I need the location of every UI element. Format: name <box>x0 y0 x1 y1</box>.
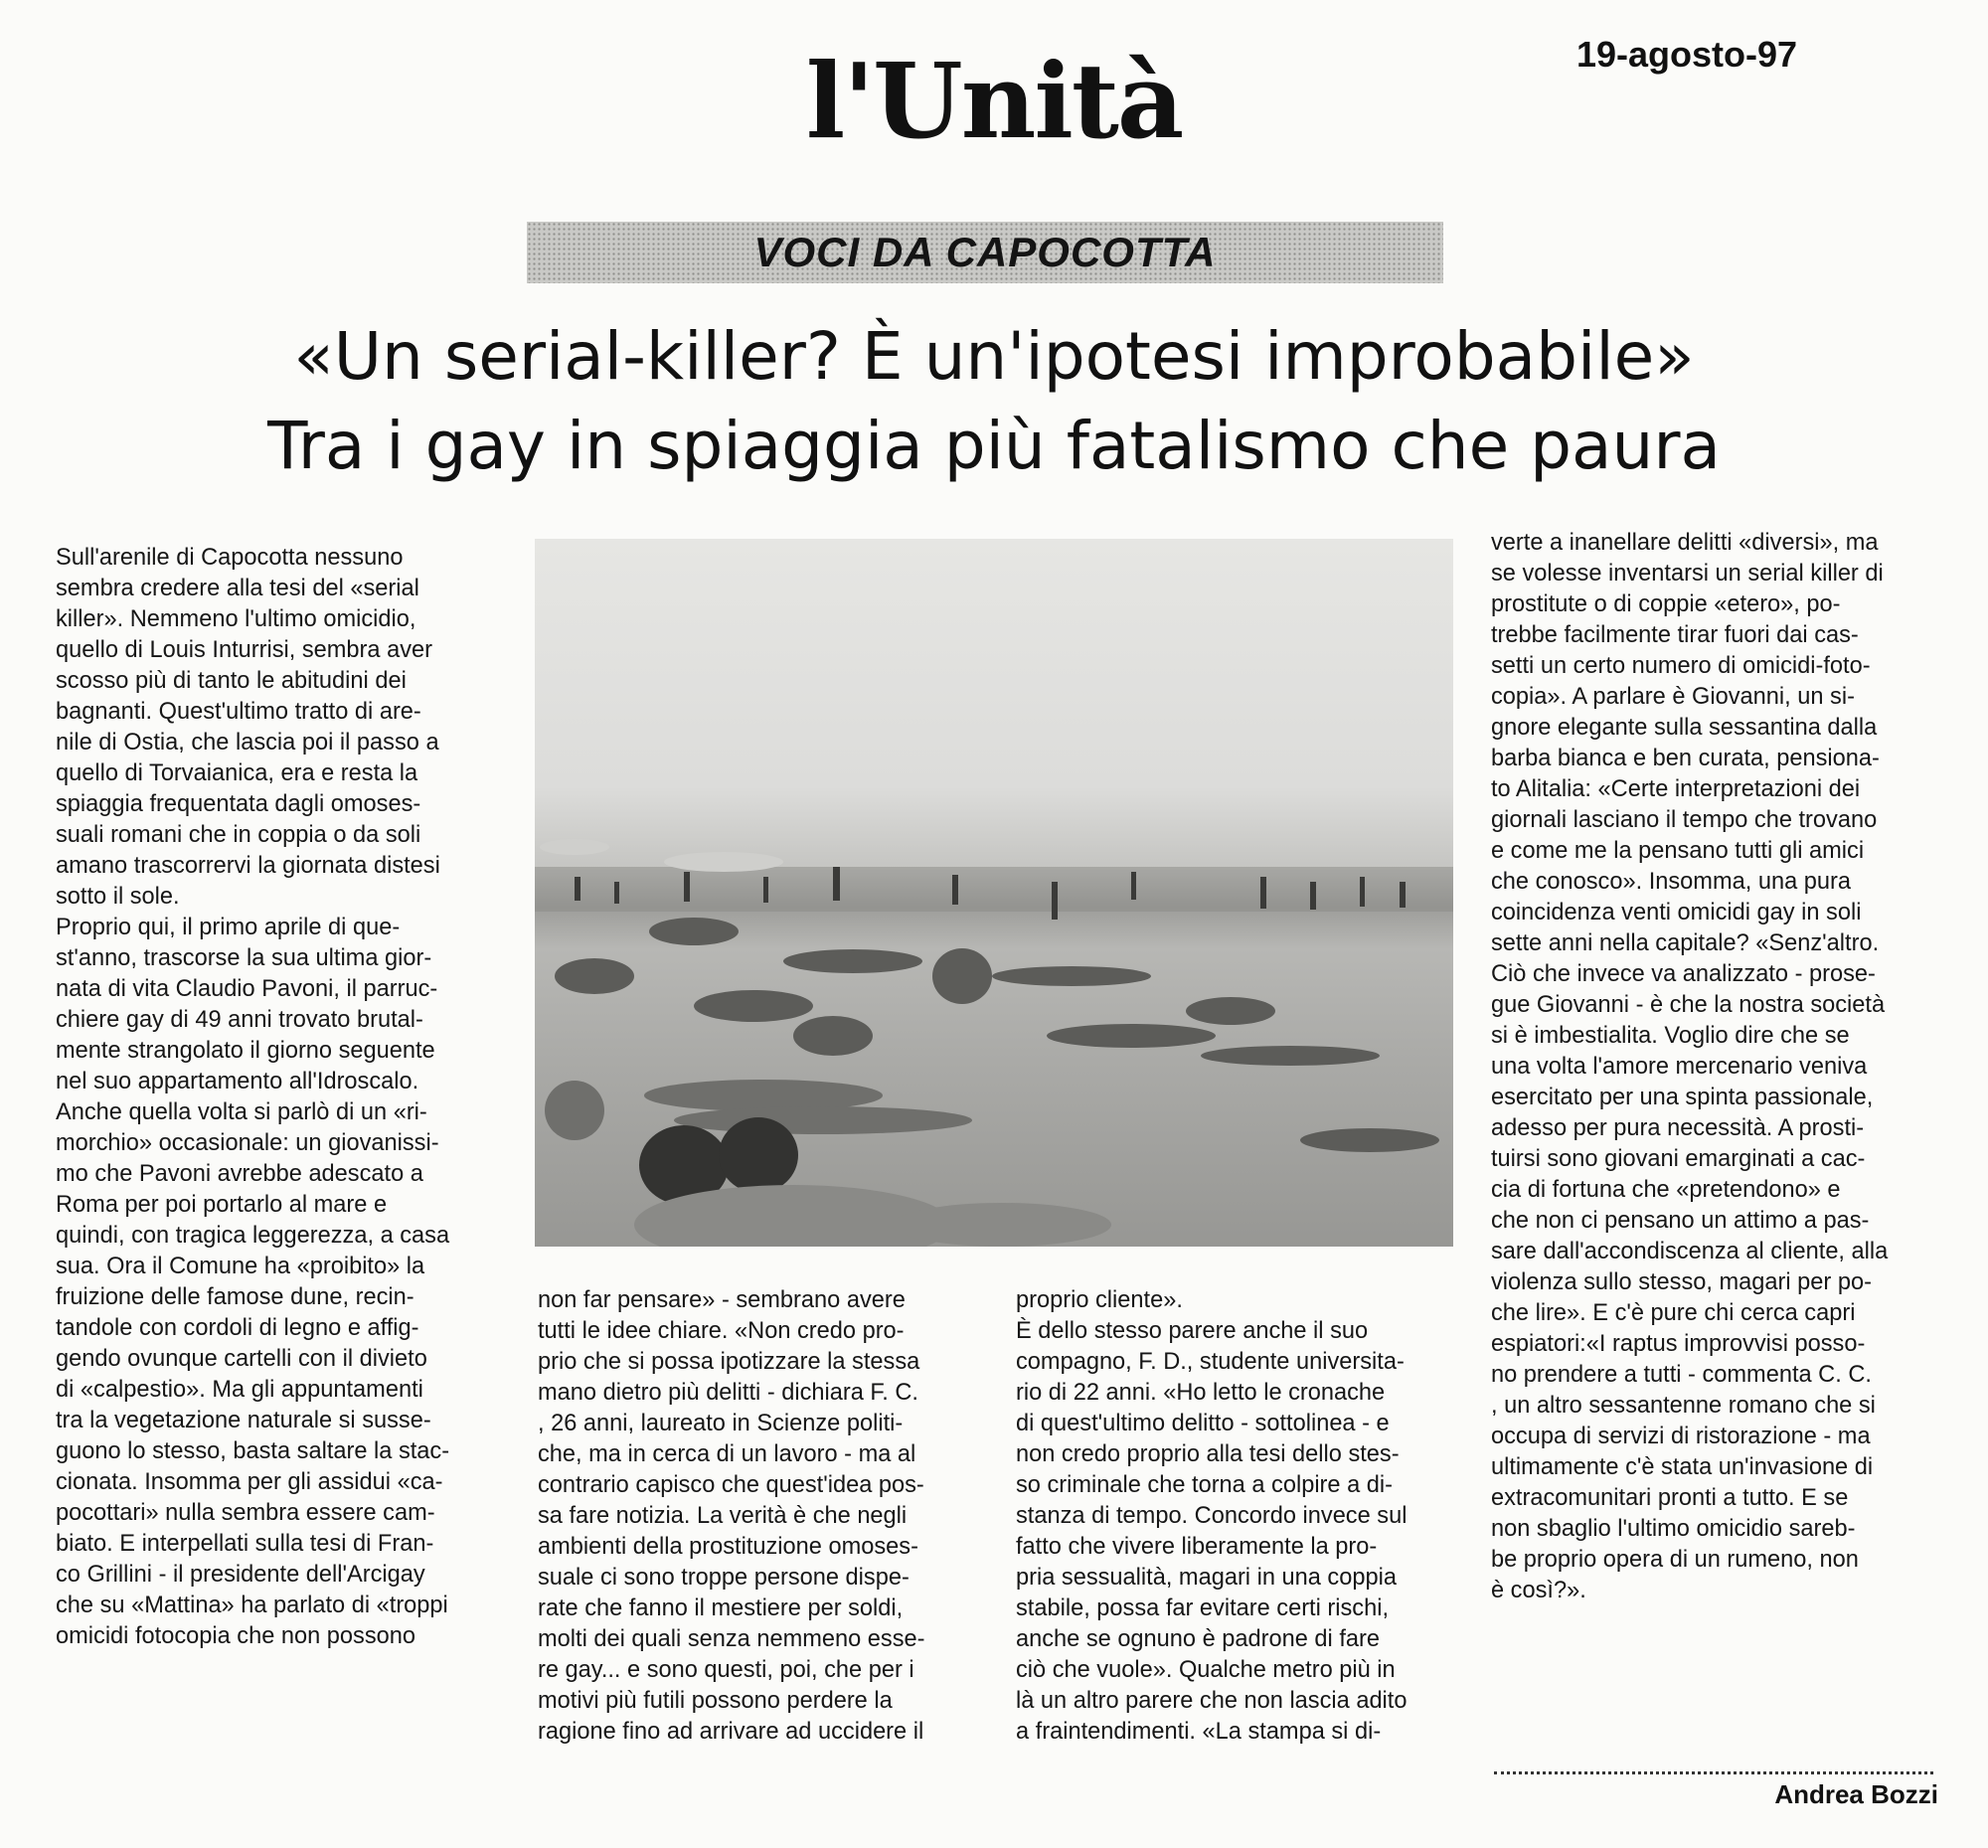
article-line: è così?». <box>1491 1578 1586 1603</box>
article-line: quello di Louis Inturrisi, sembra aver <box>56 637 432 663</box>
article-line: fruizione delle famose dune, recin- <box>56 1284 414 1310</box>
article-line: guono lo stesso, basta saltare la stac- <box>56 1438 450 1464</box>
article-line: sare dall'accondiscenza al cliente, alla <box>1491 1239 1889 1264</box>
article-line: bagnanti. Quest'ultimo tratto di are- <box>56 699 421 725</box>
article-line: scosso più di tanto le abitudini dei <box>56 668 407 694</box>
article-line: sembra credere alla tesi del «serial <box>56 576 419 601</box>
article-line: coincidenza venti omicidi gay in soli <box>1491 900 1862 925</box>
article-line: che non ci pensano un attimo a pas- <box>1491 1208 1870 1234</box>
article-line: che, ma in cerca di un lavoro - ma al <box>538 1441 916 1467</box>
article-line: motivi più futili possono perdere la <box>538 1688 893 1714</box>
article-line: tuirsi sono giovani emarginati a cac- <box>1491 1146 1866 1172</box>
article-line: Ciò che invece va analizzato - prose- <box>1491 961 1876 987</box>
article-line: nata di vita Claudio Pavoni, il parruc- <box>56 976 438 1002</box>
article-column-4 <box>1491 528 1936 1606</box>
article-line: ultimamente c'è stata un'invasione di <box>1491 1454 1874 1480</box>
article-line: contrario capisco che quest'idea pos- <box>538 1472 924 1498</box>
article-line: là un altro parere che non lascia adito <box>1016 1688 1408 1714</box>
article-line: tutti le idee chiare. «Non credo pro- <box>538 1318 905 1344</box>
article-line: tandole con cordoli di legno e affig- <box>56 1315 419 1341</box>
article-line: Proprio qui, il primo aprile di que- <box>56 915 401 940</box>
article-line: una volta l'amore mercenario veniva <box>1491 1054 1868 1080</box>
article-line: Sull'arenile di Capocotta nessuno <box>56 545 404 571</box>
section-kicker-band <box>527 222 1443 283</box>
article-line: amano trascorrervi la giornata distesi <box>56 853 440 879</box>
article-line: re gay... e sono questi, poi, che per i <box>538 1657 914 1683</box>
article-column-1 <box>56 543 493 1652</box>
masthead: l'Unità <box>805 40 1183 162</box>
article-line: si è imbestialita. Voglio dire che se <box>1491 1023 1850 1049</box>
article-line: ciò che vuole». Qualche metro più in <box>1016 1657 1396 1683</box>
article-line: adesso per pura necessità. A prosti- <box>1491 1115 1865 1141</box>
headline-line-2: Tra i gay in spiaggia più fatalismo che paura <box>267 408 1721 484</box>
article-line: compagno, F. D., studente universita- <box>1016 1349 1405 1375</box>
section-kicker: VOCI DA CAPOCOTTA <box>753 229 1217 275</box>
article-line: prostitute o di coppie «etero», po- <box>1491 591 1841 617</box>
article-line: spiaggia frequentata dagli omoses- <box>56 791 421 817</box>
byline: Andrea Bozzi <box>1774 1779 1938 1809</box>
article-line: suale ci sono troppe persone dispe- <box>538 1565 910 1591</box>
article-line: sotto il sole. <box>56 884 180 910</box>
article-line: suali romani che in coppia o da soli <box>56 822 421 848</box>
article-line: Roma per poi portarlo al mare e <box>56 1192 388 1218</box>
article-line: cia di fortuna che «pretendono» e <box>1491 1177 1841 1203</box>
article-column-3 <box>1016 1285 1461 1748</box>
article-line: chiere gay di 49 anni trovato brutal- <box>56 1007 423 1033</box>
headline-line-1: «Un serial-killer? È un'ipotesi improbabile» <box>293 318 1695 395</box>
article-line: giornali lasciano il tempo che trovano <box>1491 807 1878 833</box>
article-line: pocottari» nulla sembra essere cam- <box>56 1500 435 1526</box>
article-line: omicidi fotocopia che non possono <box>56 1623 416 1649</box>
article-line: È dello stesso parere anche il suo <box>1016 1318 1369 1344</box>
article-line: e come me la pensano tutti gli amici <box>1491 838 1865 864</box>
article-line: di quest'ultimo delitto - sottolinea - e <box>1016 1411 1390 1436</box>
article-line: espiatori:«I raptus improvvisi posso- <box>1491 1331 1866 1357</box>
article-line: esercitato per una spinta passionale, <box>1491 1085 1874 1110</box>
article-line: killer». Nemmeno l'ultimo omicidio, <box>56 606 416 632</box>
article-line: cionata. Insomma per gli assidui «ca- <box>56 1469 443 1495</box>
article-line: be proprio opera di un rumeno, non <box>1491 1547 1859 1573</box>
article-line: violenza sullo stesso, magari per po- <box>1491 1269 1872 1295</box>
article-line: occupa di servizi di ristorazione - ma <box>1491 1424 1871 1449</box>
article-line: barba bianca e ben curata, pensiona- <box>1491 746 1880 771</box>
article-line: quello di Torvaianica, era e resta la <box>56 760 418 786</box>
article-line: ragione fino ad arrivare ad uccidere il <box>538 1719 924 1745</box>
article-line: no prendere a tutti - commenta C. C. <box>1491 1362 1872 1388</box>
article-line: nile di Ostia, che lascia poi il passo a <box>56 730 439 756</box>
article-line: sua. Ora il Comune ha «proibito» la <box>56 1254 425 1279</box>
article-line: co Grillini - il presidente dell'Arcigay <box>56 1562 425 1588</box>
article-line: pria sessualità, magari in una coppia <box>1016 1565 1397 1591</box>
article-line: non far pensare» - sembrano avere <box>538 1287 906 1313</box>
article-line: stabile, possa far evitare certi rischi, <box>1016 1596 1390 1621</box>
article-line: , 26 anni, laureato in Scienze politi- <box>538 1411 904 1436</box>
article-line: st'anno, trascorse la sua ultima gior- <box>56 945 432 971</box>
article-line: , un altro sessantenne romano che si <box>1491 1393 1876 1419</box>
publication-date: 19-agosto-97 <box>1576 34 1798 75</box>
article-line: so criminale che torna a colpire a di- <box>1016 1472 1393 1498</box>
article-line: copia». A parlare è Giovanni, un si- <box>1491 684 1855 710</box>
article-line: gnore elegante sulla sessantina dalla <box>1491 715 1878 741</box>
article-line: sette anni nella capitale? «Senz'altro. <box>1491 930 1880 956</box>
article-line: biato. E interpellati sulla tesi di Fran- <box>56 1531 434 1557</box>
article-line: ambienti della prostituzione omoses- <box>538 1534 918 1560</box>
byline-rule <box>1494 1771 1933 1774</box>
article-line: molti dei quali senza nemmeno esse- <box>538 1626 925 1652</box>
article-line: morchio» occasionale: un giovanissi- <box>56 1130 439 1156</box>
article-line: mano dietro più delitti - dichiara F. C. <box>538 1380 918 1406</box>
article-line: mo che Pavoni avrebbe adescato a <box>56 1161 423 1187</box>
article-line: extracomunitari pronti a tutto. E se <box>1491 1485 1849 1511</box>
article-line: a fraintendimenti. «La stampa si di- <box>1016 1719 1382 1745</box>
article-line: stanza di tempo. Concordo invece sul <box>1016 1503 1408 1529</box>
article-line: rate che fanno il mestiere per soldi, <box>538 1596 904 1621</box>
article-line: tra la vegetazione naturale si susse- <box>56 1408 431 1433</box>
article-column-2 <box>538 1285 981 1748</box>
article-line: che lire». E c'è pure chi cerca capri <box>1491 1300 1856 1326</box>
article-line: che conosco». Insomma, una pura <box>1491 869 1851 895</box>
article-line: sa fare notizia. La verità è che negli <box>538 1503 908 1529</box>
article-line: non sbaglio l'ultimo omicidio sareb- <box>1491 1516 1856 1542</box>
article-line: to Alitalia: «Certe interpretazioni dei <box>1491 776 1861 802</box>
article-line: Anche quella volta si parlò di un «ri- <box>56 1099 427 1125</box>
article-line: fatto che vivere liberamente la pro- <box>1016 1534 1378 1560</box>
article-line: anche se ognuno è padrone di fare <box>1016 1626 1380 1652</box>
article-line: gendo ovunque cartelli con il divieto <box>56 1346 427 1372</box>
article-line: trebbe facilmente tirar fuori dai cas- <box>1491 622 1859 648</box>
article-line: verte a inanellare delitti «diversi», ma <box>1491 530 1879 556</box>
article-line: mente strangolato il giorno seguente <box>56 1038 435 1064</box>
article-line: rio di 22 anni. «Ho letto le cronache <box>1016 1380 1386 1406</box>
article-line: proprio cliente». <box>1016 1287 1183 1313</box>
article-line: quindi, con tragica leggerezza, a casa <box>56 1223 450 1249</box>
beach-photo <box>535 539 1453 1247</box>
article-line: setti un certo numero di omicidi-foto- <box>1491 653 1871 679</box>
article-line: prio che si possa ipotizzare la stessa <box>538 1349 920 1375</box>
beach-photo-illustration <box>535 539 1453 1247</box>
article-line: non credo proprio alla tesi dello stes- <box>1016 1441 1400 1467</box>
article-line: di «calpestio». Ma gli appuntamenti <box>56 1377 423 1403</box>
article-line: nel suo appartamento all'Idroscalo. <box>56 1069 419 1094</box>
article-line: gue Giovanni - è che la nostra società <box>1491 992 1886 1018</box>
article-line: se volesse inventarsi un serial killer di <box>1491 561 1884 587</box>
article-line: che su «Mattina» ha parlato di «troppi <box>56 1593 448 1618</box>
